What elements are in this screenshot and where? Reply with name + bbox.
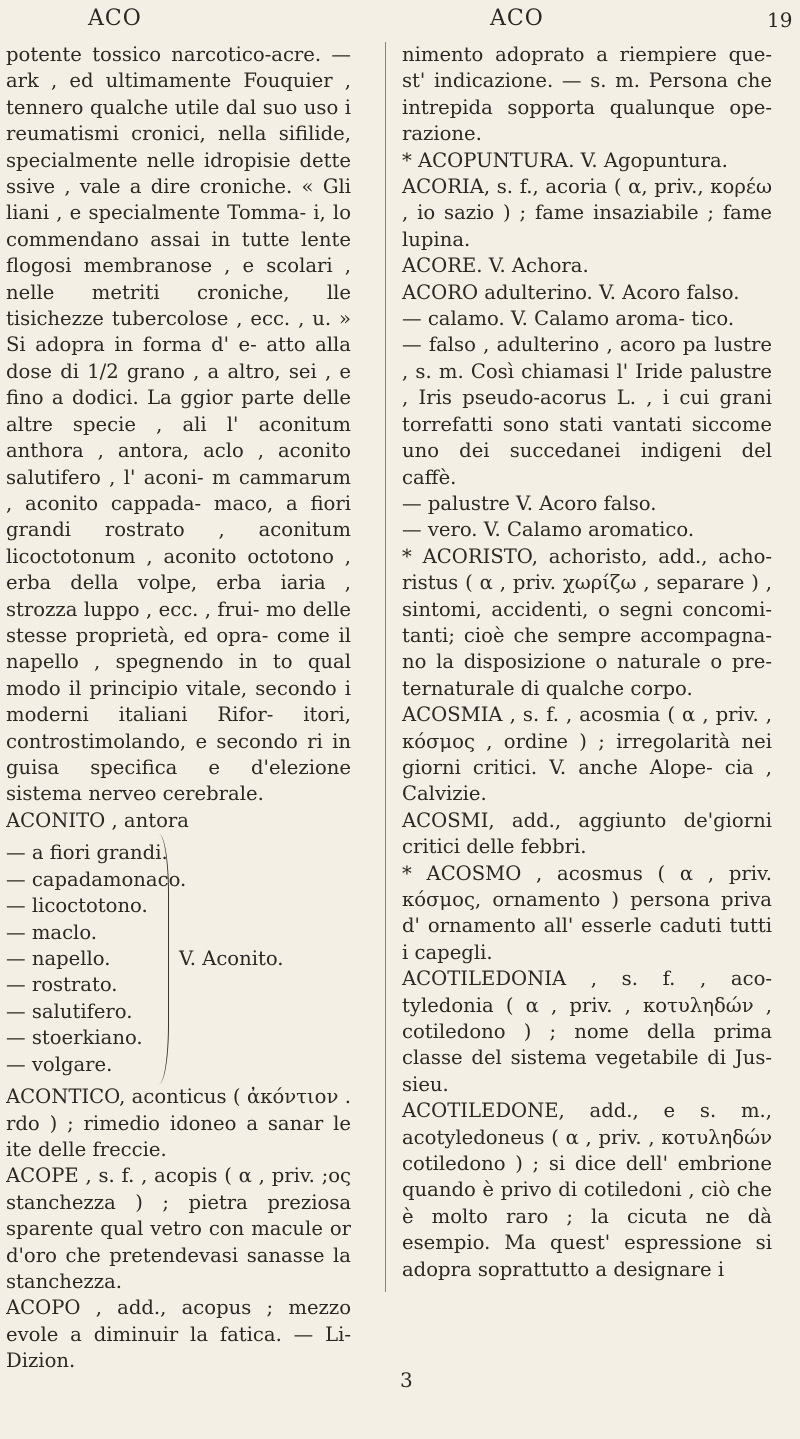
left-column (6, 42, 351, 1375)
synonyms-list (6, 840, 187, 1078)
entry-acosmia: ACOSMIA , s. f. , acosmia ( α , priv. , κόσμος , ordine ) ; irregolarità nei giorni critici. V. anche Alope- cia , Calvizie. (402, 703, 772, 806)
entry-acosmo: * ACOSMO , acosmus ( α , priv. κόσμος, ornamento ) persona priva d' ornamento all' esserle caduti tutti i capegli. (402, 861, 772, 964)
column-divider (385, 42, 386, 1292)
synonym-item: — stoerkiano. (6, 1026, 143, 1050)
synonyms-head: ACONITO , antora (6, 808, 189, 832)
synonym-item: — rostrato. (6, 973, 118, 997)
entry-acope: ACOPE , s. f. , acopis ( α , priv. ;ος stanchezza ) ; pietra preziosa sparente qual vetro con macule or d'oro che pretendevasi sanasse la stanchezza. (6, 1164, 351, 1294)
signature-mark: 3 (400, 1368, 413, 1392)
synonym-item: — maclo. (6, 920, 98, 944)
right-running-head: ACO (490, 6, 544, 31)
synonym-item: — a fiori grandi. (6, 841, 168, 865)
left-running-head: ACO (88, 6, 142, 31)
synonyms-block (6, 834, 351, 1084)
synonym-item: — salutifero. (6, 999, 133, 1023)
synonym-item: — napello. (6, 946, 111, 970)
entry-acoria: ACORIA, s. f., acoria ( α, priv., κορέω , io sazio ) ; fame insaziabile ; fame lupina. (402, 175, 772, 251)
entry-acontico: ACONTICO, aconticus ( ἀκόντιον . rdo ) ; rimedio idoneo a sanar le ite delle freccie. (6, 1085, 351, 1161)
entry-acoro-adulterino: ACORO adulterino. V. Acoro falso. (402, 280, 740, 304)
entry-acore: ACORE. V. Achora. (402, 254, 589, 278)
brace-mark (156, 834, 169, 1084)
entry-acoro-falso: — falso , adulterino , acoro pa lustre , s. m. Così chiamasi l' Iride palustre , Iris pseudo-acorus L. , i cui grani torrefatti sono stati vantati siccome uno dei succedanei indigeni del caffè. (402, 333, 772, 489)
entry-acopuntura: * ACOPUNTURA. V. Agopuntura. (402, 148, 728, 172)
entry-aconito-text: potente tossico narcotico-acre. — ark , ed ultimamente Fouquier , tennero qualche utile dal suo uso i reumatismi cronici, nella sifilide, specialmente nelle idropisie dette ssive , vale a dire croniche. « Gli liani , e specialmente Tomma- i, lo commendano assai in tutte lente flogosi membranose , e scolari , nelle metriti croniche, lle tisichezze tubercolose , ecc. , u. » Si adopra in forma d' e- atto alla dose di 1/2 grano , a altro, sei , e fino a dodici. La ggior parte delle altre specie , ali l' aconitum anthora , antora, aclo , aconito salutifero , l' aconi- m cammarum , aconito cappada- maco, a fiori grandi rostrato , aconitum licoctotonum , aconito octotono , erba della volpe, erba iaria , strozza luppo , ecc. , frui- mo delle stesse proprietà, ed opra- come il napello , spegnendo in to qual modo il principio vitale, secondo i moderni italiani Rifor- itori, controstimolando, e secondo ri in guisa specifica e d'elezione sistema nerveo cerebrale. (6, 43, 351, 806)
entry-acoro-palustre: — palustre V. Acoro falso. (402, 491, 657, 515)
entry-acosmi: ACOSMI, add., aggiunto de'giorni critici delle febbri. (402, 808, 772, 859)
entry-acoristo: * ACORISTO, achoristo, add., acho- ristus ( α , priv. χωρίζω , separare ) , sintomi, accidenti, o segni concomi- tanti; cioè che sempre accompagna- no la disposizione o naturale o pre- ternaturale di qualche corpo. (402, 544, 772, 700)
synonym-item: — licoctotono. (6, 894, 148, 918)
entry-acotiledonia: ACOTILEDONIA , s. f. , aco- tyledonia ( α , priv. , κοτυληδών , cotiledono ) ; nome della prima classe del sistema vegetabile di Jus- sieu. (402, 967, 772, 1096)
entry-acoro-calamo: — calamo. V. Calamo aroma- tico. (402, 307, 735, 331)
page-number: 19 (767, 8, 793, 32)
entry-acopo: ACOPO , add., acopus ; mezzo evole a diminuir la fatica. — Li- Dizion. (6, 1296, 351, 1373)
entry-acotiledone: ACOTILEDONE, add., e s. m., acotyledoneus ( α , priv. , κοτυληδών cotiledono ) ; si dice dell' embrione quando è privo di cotiledoni , ciò che è molto raro ; la cicuta ne dà esempio. Ma quest' espressione si adopra soprattutto a designare i (402, 1099, 772, 1281)
synonym-item: — volgare. (6, 1052, 113, 1076)
synonyms-reference: V. Aconito. (179, 946, 284, 970)
entry-acoro-vero: — vero. V. Calamo aromatico. (402, 518, 695, 542)
right-column (402, 42, 772, 1283)
entry-continuation: nimento adoprato a riempiere que- st' indicazione. — s. m. Persona che intrepida sopporta qualunque ope- razione. (402, 43, 772, 146)
synonym-item: — capadamonaco. (6, 867, 187, 891)
